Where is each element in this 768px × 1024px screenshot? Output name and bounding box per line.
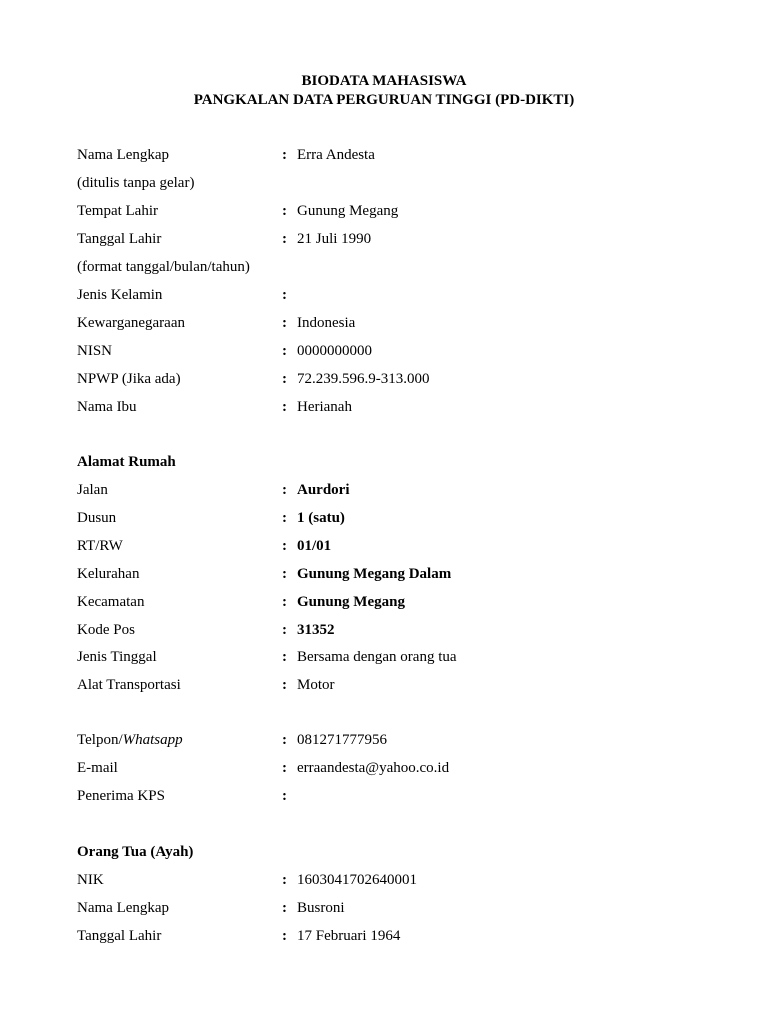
value-jenis-tinggal: Bersama dengan orang tua: [297, 649, 457, 665]
colon: :: [282, 231, 287, 247]
label-jenis-tinggal: Jenis Tinggal: [77, 649, 157, 665]
value-kelurahan: Gunung Megang Dalam: [297, 566, 452, 582]
colon: :: [282, 343, 287, 359]
label-kode-pos: Kode Pos: [77, 622, 135, 638]
value-kecamatan: Gunung Megang: [297, 594, 405, 610]
value-ayah-tanggal-lahir: 17 Februari 1964: [297, 928, 401, 944]
label-email: E-mail: [77, 760, 118, 776]
colon: :: [282, 203, 287, 219]
label-nama-lengkap: Nama Lengkap: [77, 147, 170, 163]
colon: :: [282, 287, 287, 303]
colon: :: [282, 677, 287, 693]
label-telpon: [77, 731, 183, 749]
label-alat-transportasi: Alat Transportasi: [77, 677, 181, 693]
value-nama-ibu: Herianah: [297, 399, 352, 415]
label-kecamatan: Kecamatan: [77, 594, 145, 610]
label-dusun: Dusun: [77, 510, 117, 526]
label-nisn: NISN: [77, 343, 113, 359]
colon: :: [282, 482, 287, 498]
colon: :: [282, 788, 287, 804]
colon: :: [282, 538, 287, 554]
value-dusun: 1 (satu): [297, 510, 345, 526]
colon: :: [282, 900, 287, 916]
colon: :: [282, 760, 287, 776]
colon: :: [282, 649, 287, 665]
value-jalan: Aurdori: [297, 482, 350, 498]
value-kewarganegaraan: Indonesia: [297, 315, 356, 331]
value-nisn: 0000000000: [297, 343, 372, 359]
colon: :: [282, 594, 287, 610]
label-jenis-kelamin: Jenis Kelamin: [77, 287, 163, 303]
label-npwp: NPWP (Jika ada): [77, 371, 181, 387]
value-email: erraandesta@yahoo.co.id: [297, 760, 450, 776]
value-nama-lengkap: Erra Andesta: [297, 147, 375, 163]
label-kewarganegaraan: Kewarganegaraan: [77, 315, 185, 331]
colon: :: [282, 510, 287, 526]
label-rtrw: RT/RW: [77, 538, 123, 554]
value-tanggal-lahir: 21 Juli 1990: [297, 231, 372, 247]
label-tanggal-lahir: Tanggal Lahir: [77, 231, 162, 247]
label-ayah-tanggal-lahir: Tanggal Lahir: [77, 928, 162, 944]
value-telpon: 081271777956: [297, 732, 387, 748]
label-kelurahan: Kelurahan: [77, 566, 140, 582]
colon: :: [282, 928, 287, 944]
value-rtrw: 01/01: [297, 538, 332, 554]
label-nama-ibu: Nama Ibu: [77, 399, 137, 415]
colon: :: [282, 147, 287, 163]
section-title-ayah: Orang Tua (Ayah): [77, 844, 194, 860]
label-ayah-nama: Nama Lengkap: [77, 900, 170, 916]
value-npwp: 72.239.596.9-313.000: [297, 371, 430, 387]
title-line-2: PANGKALAN DATA PERGURUAN TINGGI (PD-DIKTI): [193, 92, 575, 108]
value-kode-pos: 31352: [297, 622, 335, 638]
document-title: [0, 72, 768, 110]
colon: :: [282, 732, 287, 748]
value-ayah-nik: 1603041702640001: [297, 872, 417, 888]
label-telpon-whatsapp: Whatsapp: [122, 732, 183, 748]
section-title-alamat: Alamat Rumah: [77, 454, 176, 470]
label-penerima-kps: Penerima KPS: [77, 788, 165, 804]
colon: :: [282, 371, 287, 387]
value-alat-transportasi: Motor: [297, 677, 335, 693]
label-jalan: Jalan: [77, 482, 108, 498]
colon: :: [282, 566, 287, 582]
note-tanpa-gelar: (ditulis tanpa gelar): [77, 175, 195, 191]
colon: :: [282, 622, 287, 638]
label-telpon-prefix: Telpon/: [77, 732, 123, 748]
value-tempat-lahir: Gunung Megang: [297, 203, 399, 219]
colon: :: [282, 872, 287, 888]
colon: :: [282, 315, 287, 331]
value-ayah-nama: Busroni: [297, 900, 345, 916]
label-tempat-lahir: Tempat Lahir: [77, 203, 158, 219]
label-ayah-nik: NIK: [77, 872, 104, 888]
title-line-1: BIODATA MAHASISWA: [301, 73, 467, 89]
note-format-tanggal: (format tanggal/bulan/tahun): [77, 259, 250, 275]
colon: :: [282, 399, 287, 415]
